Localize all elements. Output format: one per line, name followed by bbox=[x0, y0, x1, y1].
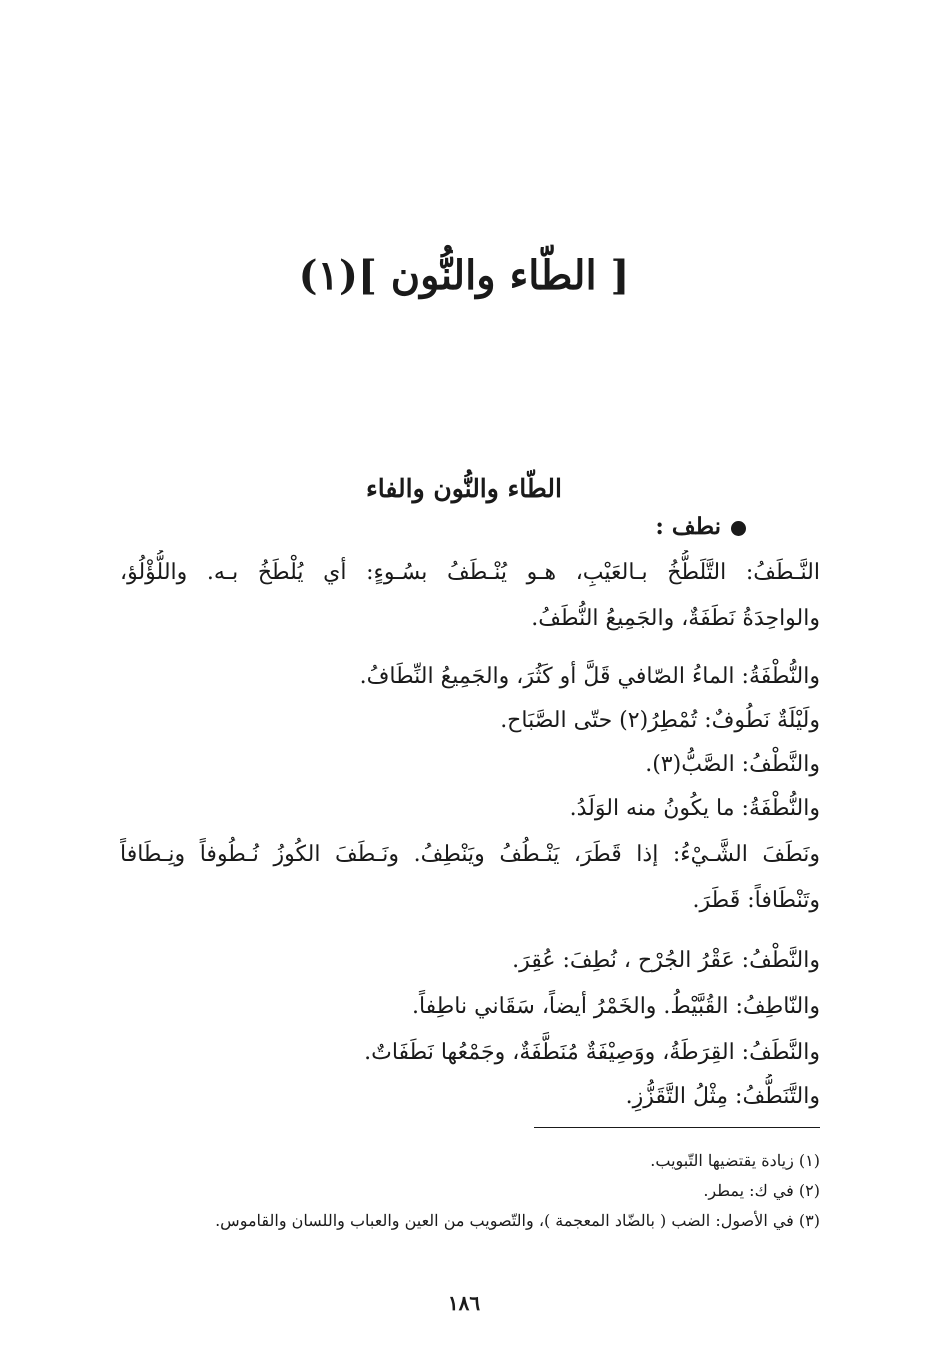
footnote-3: (٣) في الأصول: الضب ( بالضّاد المعجمة )، والتّصويب من العين والعباب واللسان والقاموس. bbox=[215, 1211, 820, 1230]
paragraph-natif bbox=[120, 984, 820, 1030]
chapter-title: [ الطّاء والنُّون ](١) bbox=[298, 252, 630, 299]
text-line: ونَطَفَ الشَّـيْءُ: إذا قَطَرَ، يَنْـطُفُ ويَنْطِفُ. ونَـطَفَ الكُوزُ نُـطُوفاً ونِـطَافاً bbox=[120, 842, 820, 867]
text-line: والنّاطِفُ: القُبَّيْطُ. والخَمْرُ أيضاً، سَقَاني ناطِفاً. bbox=[411, 994, 820, 1019]
paragraph-nutfa-walad bbox=[120, 786, 820, 832]
text-line: والنُّطْفَةُ: ما يكُونُ منه الوَلَدُ. bbox=[569, 796, 820, 821]
text-line: والنُّطْفَةُ: الماءُ الصّافي قَلَّ أو كَثُرَ، والجَمِيعُ النِّطَافُ. bbox=[359, 664, 820, 689]
text-line: ولَيْلَةٌ نَطُوفٌ: تُمْطِرُ(٢) حتّى الصَّبَاح. bbox=[500, 708, 820, 733]
paragraph-layla-natuf bbox=[120, 698, 820, 744]
footnote-divider bbox=[534, 1127, 820, 1128]
text-line: وتَنْطَافاً: قَطَرَ. bbox=[692, 888, 820, 913]
section-title: الطّاء والنُّون والفاء bbox=[366, 474, 562, 503]
footnote-2: (٢) في ك: يمطر. bbox=[703, 1181, 820, 1200]
paragraph-natf-aqr bbox=[120, 938, 820, 984]
paragraph-nataf-talattukh bbox=[120, 550, 820, 642]
paragraph-tanattuf bbox=[120, 1074, 820, 1120]
page-number: ١٨٦ bbox=[447, 1291, 481, 1315]
entry-headword: نطف : bbox=[655, 513, 721, 540]
text-line: النَّـطَفُ: التَّلَطُّخُ بـالعَيْبِ، هـو يُنْـطَفُ بسُـوءٍ: أي يُلْطَخُ بـه. واللُّؤْلُؤ، bbox=[120, 560, 820, 585]
paragraph-nutfa-water bbox=[120, 654, 820, 700]
text-line: والنَّطَفُ: القِرَطَةُ، ووَصِيْفَةٌ مُنَطَّفَةٌ، وجَمْعُها نَطَفَاتٌ. bbox=[364, 1040, 820, 1065]
footnotes bbox=[100, 1146, 820, 1236]
filled-circle-bullet-icon bbox=[731, 521, 746, 536]
paragraph-natf-sabb bbox=[120, 742, 820, 788]
footnote-1: (١) زيادة يقتضيها التّبويب. bbox=[650, 1151, 820, 1170]
text-line: والنَّطْفُ: عَقْرُ الجُرْح ، نُطِفَ: عُقِرَ. bbox=[512, 948, 820, 973]
text-line: والتَّنَطُّفُ: مِثْلُ التَّقَزُّزِ. bbox=[625, 1084, 820, 1109]
text-line: والنَّطْفُ: الصَّبُّ(٣). bbox=[645, 752, 820, 777]
paragraph-nataf-qirata bbox=[120, 1030, 820, 1076]
paragraph-nataf-qatar bbox=[120, 832, 820, 924]
entry-heading bbox=[655, 510, 746, 544]
text-line: والواحِدَةُ نَطَفَةٌ، والجَمِيعُ النُّطَفُ. bbox=[531, 606, 820, 631]
